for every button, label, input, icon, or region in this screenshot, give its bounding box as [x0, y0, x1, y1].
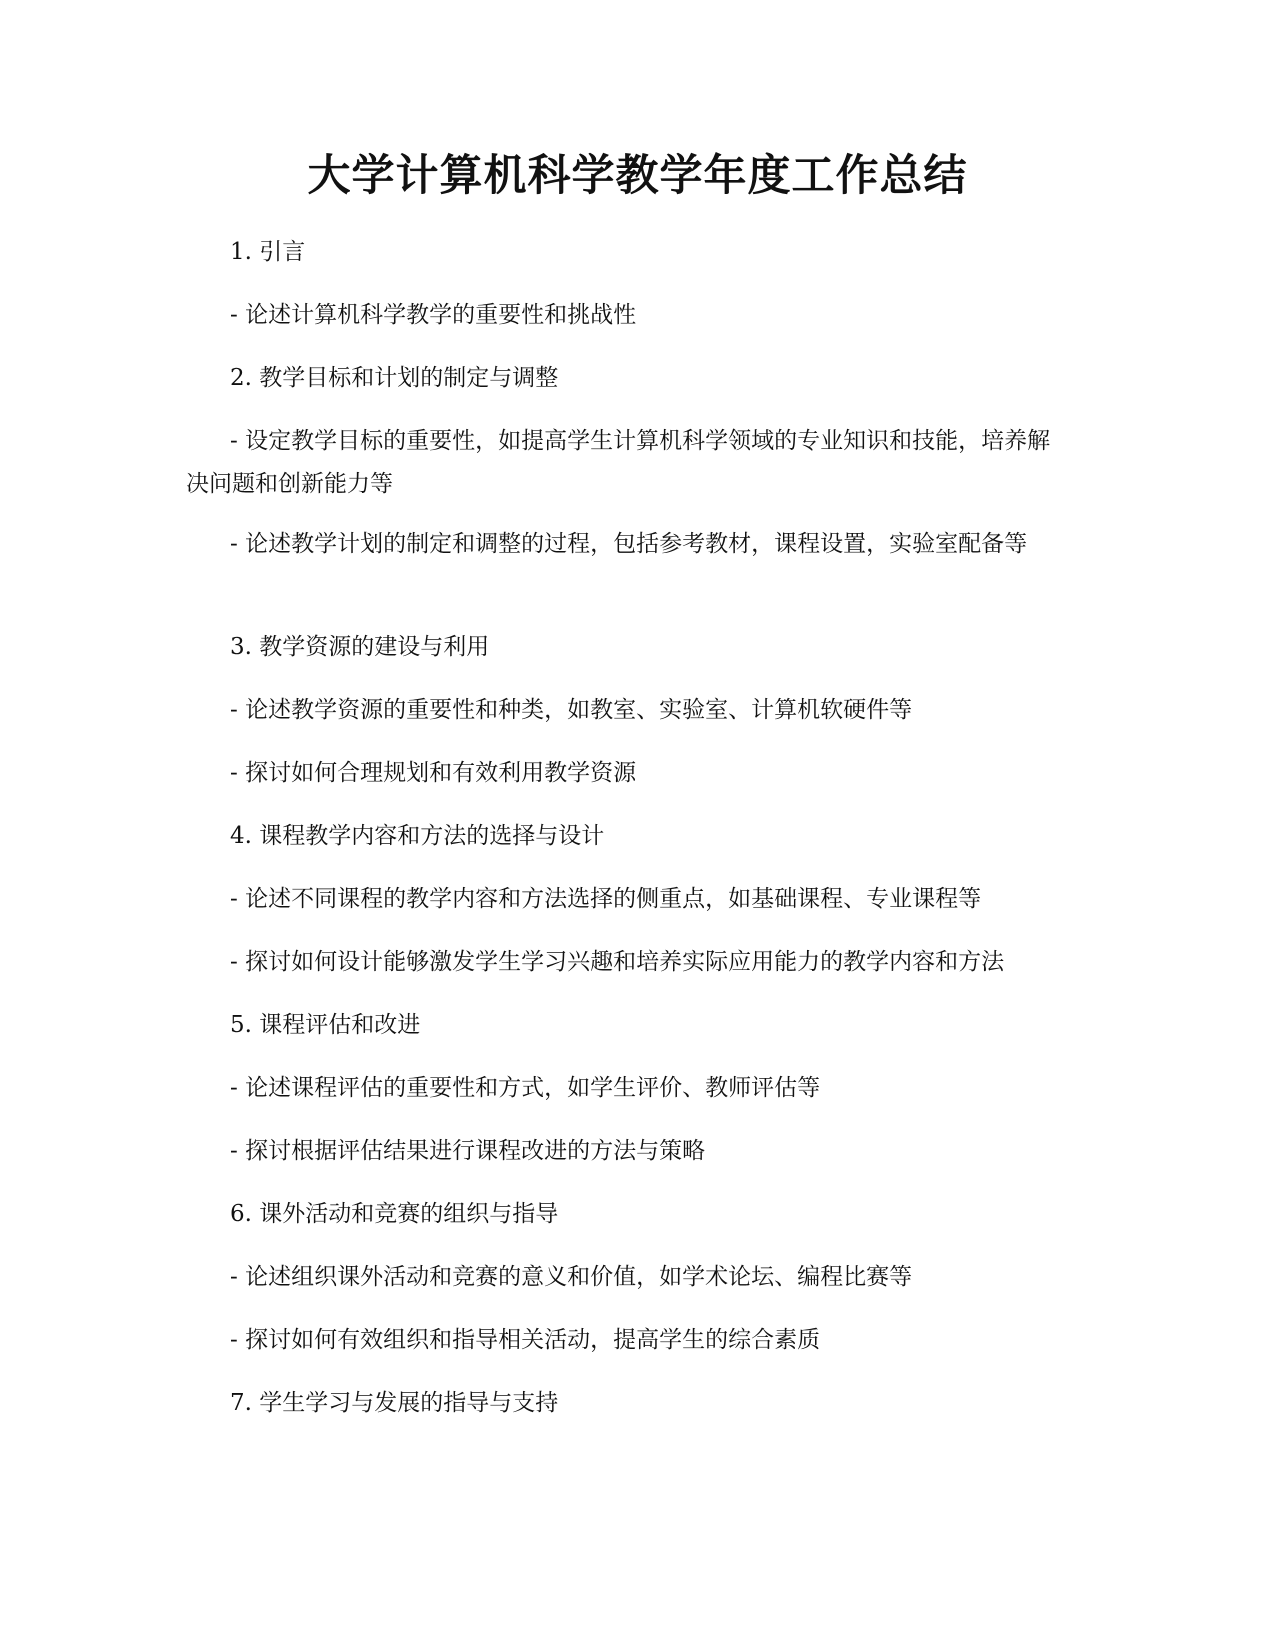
section-heading-goals: 2. 教学目标和计划的制定与调整	[230, 365, 559, 391]
page-title: 大学计算机科学教学年度工作总结	[307, 151, 968, 201]
list-item: - 论述不同课程的教学内容和方法选择的侧重点，如基础课程、专业课程等	[230, 886, 982, 912]
section-heading-resources: 3. 教学资源的建设与利用	[230, 634, 490, 660]
list-item: - 设定教学目标的重要性，如提高学生计算机科学领域的专业知识和技能，培养解决问题和创新能力等	[186, 428, 1051, 497]
section-heading-evaluation: 5. 课程评估和改进	[230, 1012, 421, 1038]
list-item: - 论述组织课外活动和竞赛的意义和价值，如学术论坛、编程比赛等	[230, 1264, 913, 1290]
list-item: - 论述计算机科学教学的重要性和挑战性	[230, 302, 637, 328]
section-heading-guidance: 7. 学生学习与发展的指导与支持	[230, 1390, 559, 1416]
section-heading-introduction: 1. 引言	[230, 239, 306, 265]
list-item: - 探讨如何合理规划和有效利用教学资源	[230, 760, 637, 786]
list-item: - 探讨如何设计能够激发学生学习兴趣和培养实际应用能力的教学内容和方法	[230, 949, 1005, 975]
list-item: - 探讨根据评估结果进行课程改进的方法与策略	[230, 1138, 706, 1164]
section-heading-content: 4. 课程教学内容和方法的选择与设计	[230, 823, 605, 849]
list-item: - 论述教学计划的制定和调整的过程，包括参考教材，课程设置，实验室配备等	[230, 531, 1028, 557]
list-item: - 探讨如何有效组织和指导相关活动，提高学生的综合素质	[230, 1327, 821, 1353]
list-item: - 论述教学资源的重要性和种类，如教室、实验室、计算机软硬件等	[230, 697, 913, 723]
list-item: - 论述课程评估的重要性和方式，如学生评价、教师评估等	[230, 1075, 821, 1101]
section-heading-activities: 6. 课外活动和竞赛的组织与指导	[230, 1201, 559, 1227]
